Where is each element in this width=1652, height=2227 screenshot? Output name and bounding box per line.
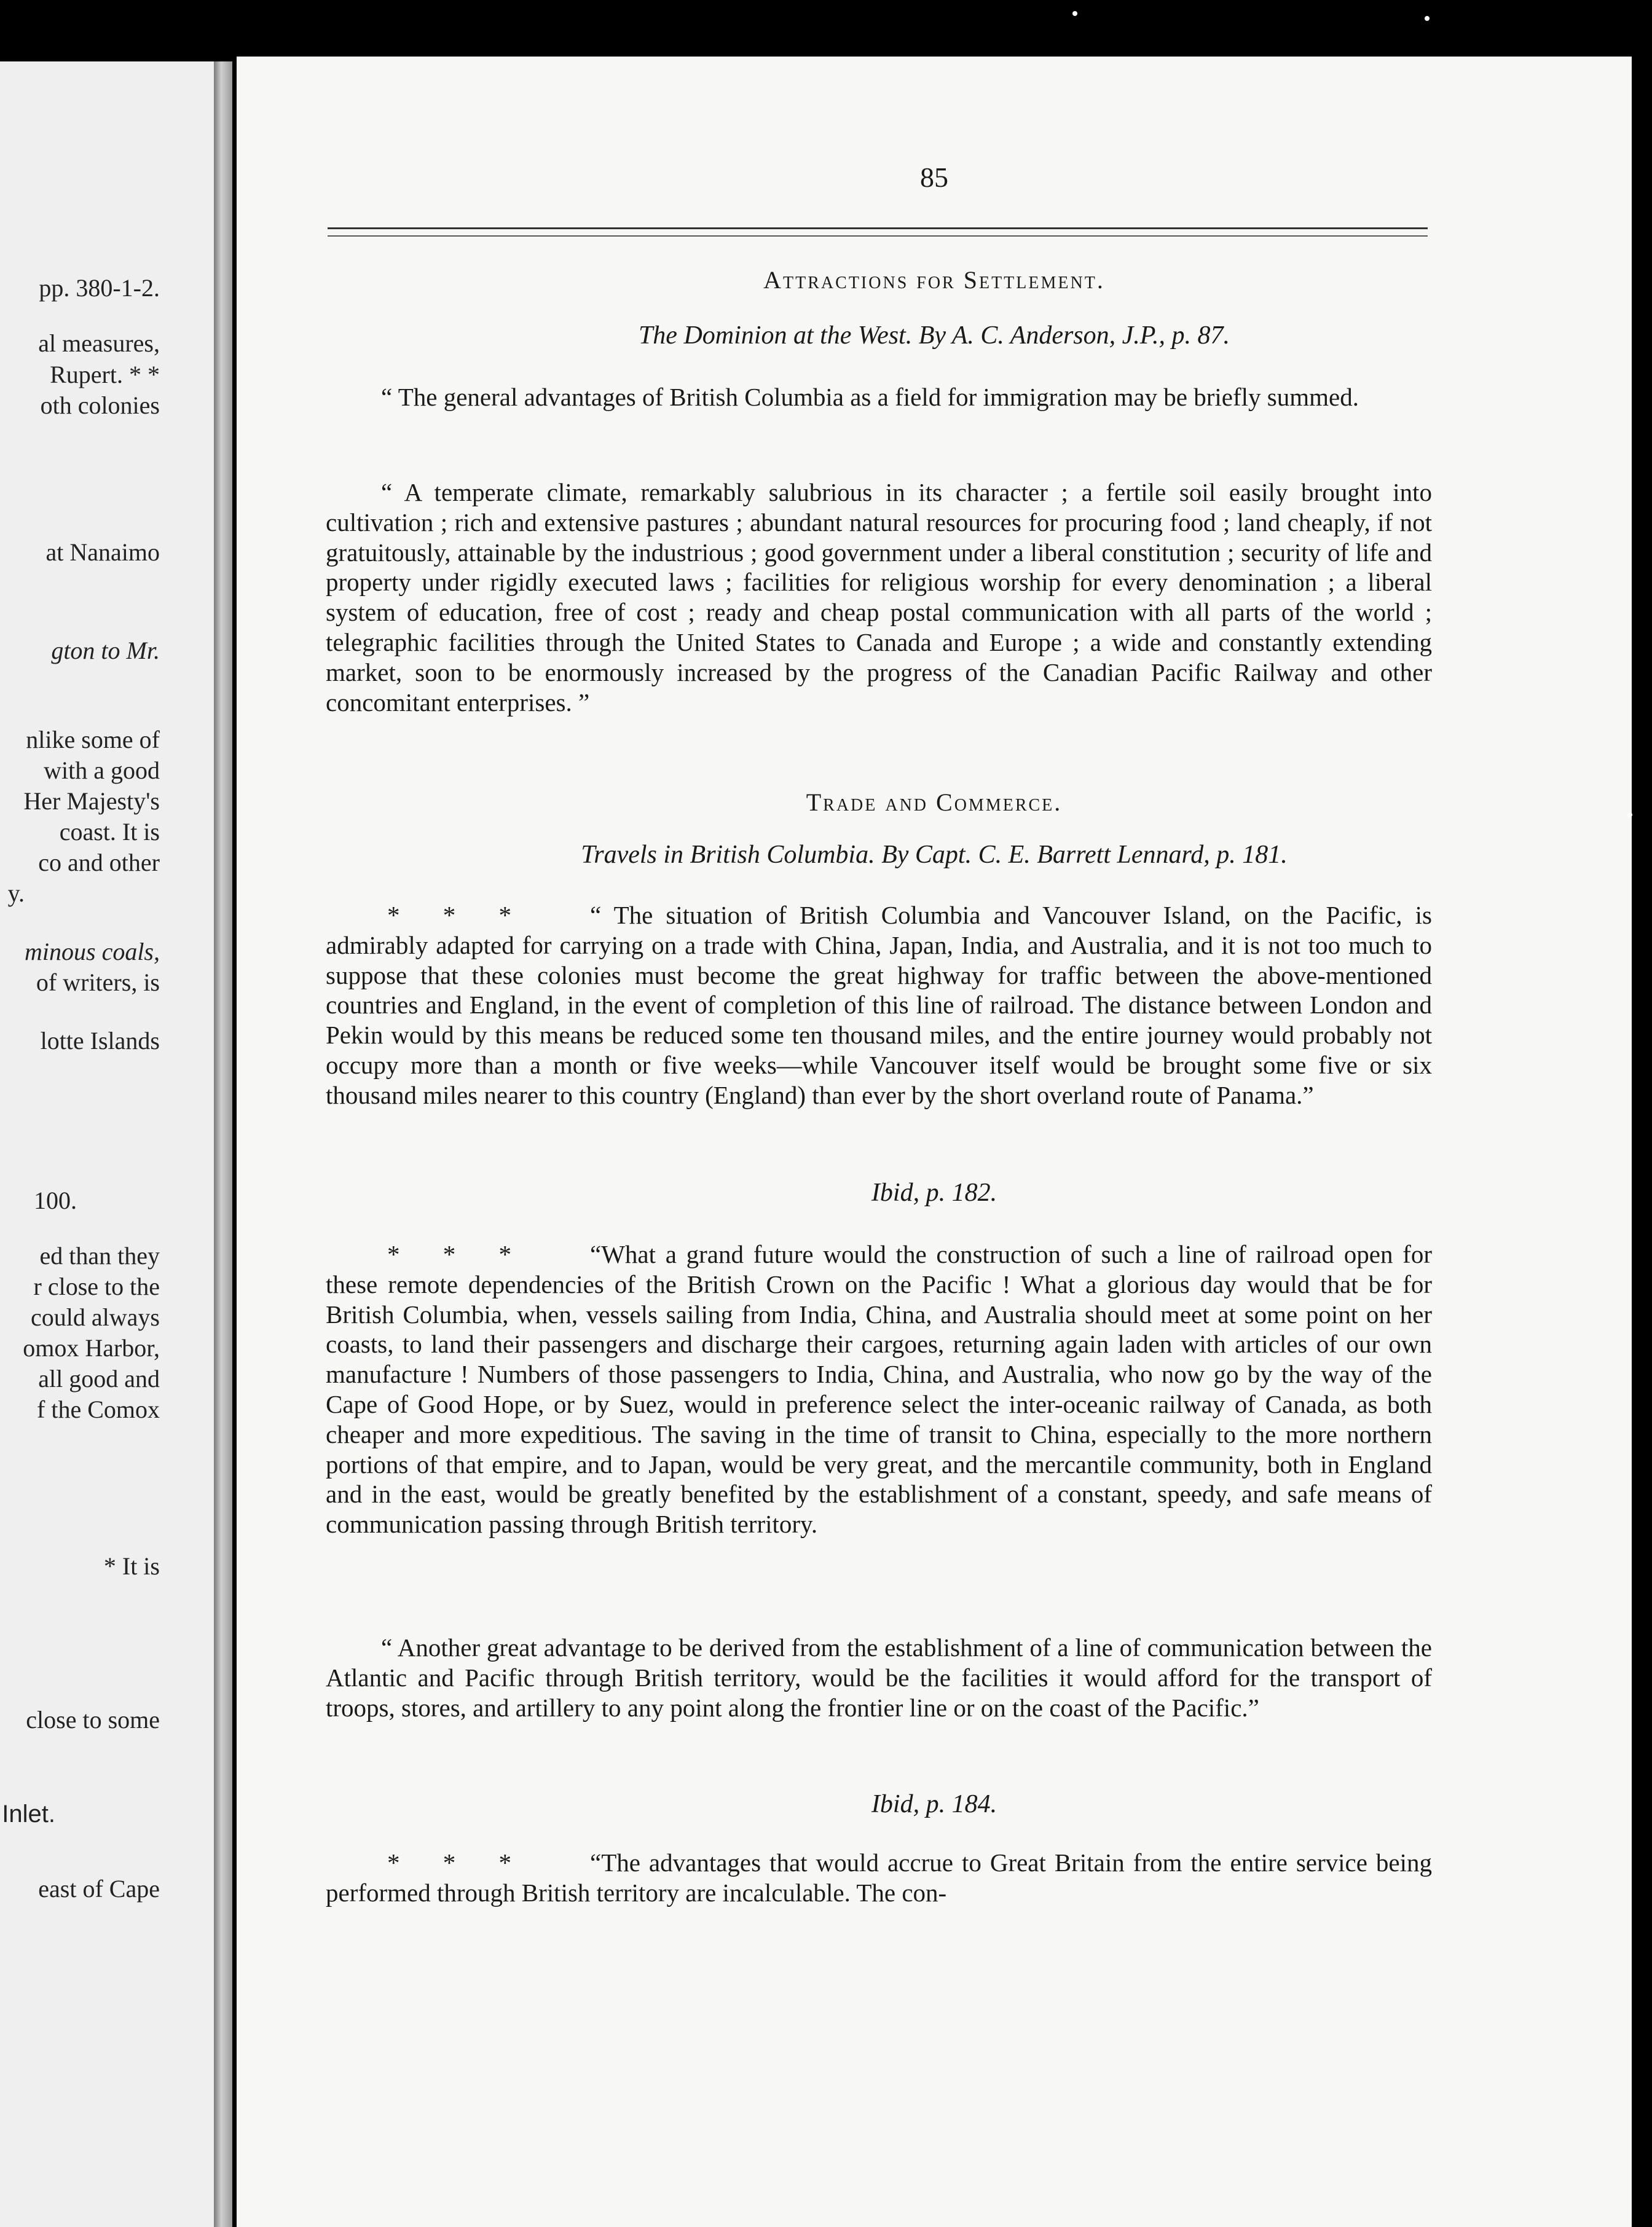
left-fragment: r close to the [33, 1273, 160, 1300]
scan-speck [1425, 16, 1430, 21]
left-fragment: al measures, [38, 329, 160, 357]
section-heading: Attractions for Settlement. [763, 266, 1105, 294]
asterisks: * * * [387, 901, 511, 929]
left-fragment: at Nanaimo [45, 538, 160, 566]
source-citation: Ibid, p. 182. [871, 1179, 997, 1207]
paragraph: “ A temperate climate, remarkably salubrious in its character ; a fertile soil easily brought into cultivation ; rich and extensive pastures ; abundant natural resources for procuring food ; land cheaply, if not gratuitously, attainable by the industrious ; good government under a liberal constitution ; security of life and property under rigidly executed laws ; facilities for religious worship for every denomination ; a liberal system of education, free of cost ; ready and cheap postal communication with all parts of the world ; telegraphic facilities through the United States to Canada and Europe ; a wide and constantly extending market, soon to be enormously increased by the progress of the Canadian Pacific Railway and other concomitant enterprises. ” [326, 478, 1432, 717]
left-fragment: could always [31, 1303, 160, 1331]
left-fragment: Rupert. * * [50, 361, 160, 388]
left-fragment: minous coals, [25, 938, 160, 965]
left-fragment: of writers, is [36, 968, 160, 996]
left-fragment: pp. 380-1-2. [39, 274, 160, 302]
paragraph [326, 1848, 1432, 1908]
source-citation: Ibid, p. 184. [871, 1790, 997, 1818]
left-fragment: f the Comox [37, 1396, 160, 1423]
left-fragment: with a good [44, 756, 160, 784]
header-rule [328, 227, 1428, 237]
left-fragment: gton to Mr. [51, 637, 160, 664]
left-fragment: Her Majesty's [23, 787, 160, 815]
asterisks: * * * [387, 1848, 511, 1877]
scan-speck [1627, 812, 1632, 817]
left-fragment: ed than they [39, 1242, 160, 1270]
left-fragment: * It is [103, 1552, 160, 1580]
book-page [237, 57, 1632, 2227]
paragraph: “ Another great advantage to be derived from the establishment of a line of communication between the Atlantic and Pacific through British territory, would be the facilities it would afford for the transport of troops, stores, and artillery to any point along the frontier line or on the coast of the Pacific.” [326, 1633, 1432, 1722]
left-fragment: 100. [34, 1187, 77, 1214]
paragraph [326, 900, 1432, 1110]
left-fragment: coast. It is [59, 818, 160, 846]
adjacent-page-fragment [0, 61, 227, 2227]
section-heading: Trade and Commerce. [806, 788, 1063, 816]
left-fragment: co and other [38, 849, 160, 876]
asterisks: * * * [387, 1240, 511, 1268]
left-fragment: all good and [38, 1365, 160, 1392]
left-fragment: east of Cape [38, 1875, 160, 1903]
source-citation: Travels in British Columbia. By Capt. C. E. Barrett Lennard, p. 181. [581, 841, 1288, 869]
paragraph-text: “The advantages that would accrue to Great Britain from the entire service being performed through British territory are incalculable. The con- [326, 1848, 1432, 1907]
left-fragment: Inlet. [2, 1801, 55, 1828]
source-citation: The Dominion at the West. By A. C. Anderson, J.P., p. 87. [638, 321, 1230, 350]
paragraph-text: “ The situation of British Columbia and Vancouver Island, on the Pacific, is admirably adapted for carrying on a trade with China, Japan, India, and Australia, and it is not too much to suppose that these colonies must become the great highway for traffic between the above-mentioned countries and England, in the event of completion of this line of railroad. The distance between London and Pekin would by this means be reduced some ten thousand miles, and the entire journey would probably not occupy more than a month or five weeks—while Vancouver itself would be brought some five or six thousand miles nearer to this country (England) than ever by the short overland route of Panama.” [326, 901, 1432, 1109]
left-fragment: close to some [26, 1706, 160, 1734]
book-spine [214, 61, 232, 2227]
left-fragment: oth colonies [40, 391, 160, 419]
paragraph [326, 1239, 1432, 1539]
left-fragment: nlike some of [26, 726, 160, 753]
paragraph-text: “What a grand future would the construction of such a line of railroad open for these remote dependencies of the British Crown on the Pacific ! What a glorious day would that be for British Columbia, when, vessels sailing from India, China, and Australia should meet at some point on her coasts, to land their passengers and discharge their cargoes, returning again laden with articles of our own manufacture ! Numbers of those passengers to India, China, and Australia, who now go by the way of the Cape of Good Hope, or by Suez, would in preference select the inter-oceanic railway of Canada, as both cheaper and more expeditious. The saving in the time of transit to China, especially to the more northern portions of that empire, and to Japan, would be very great, and the mercantile community, both in England and in the east, would be greatly benefited by the establishment of a constant, speedy, and safe means of communication passing through British territory. [326, 1240, 1432, 1539]
scan-speck [1072, 11, 1077, 16]
left-fragment: y. [7, 879, 25, 907]
paragraph: “ The general advantages of British Columbia as a field for immigration may be briefly summed. [381, 383, 1359, 411]
left-fragment: lotte Islands [40, 1027, 160, 1055]
left-fragment: omox Harbor, [23, 1334, 160, 1362]
page-number: 85 [920, 162, 948, 193]
